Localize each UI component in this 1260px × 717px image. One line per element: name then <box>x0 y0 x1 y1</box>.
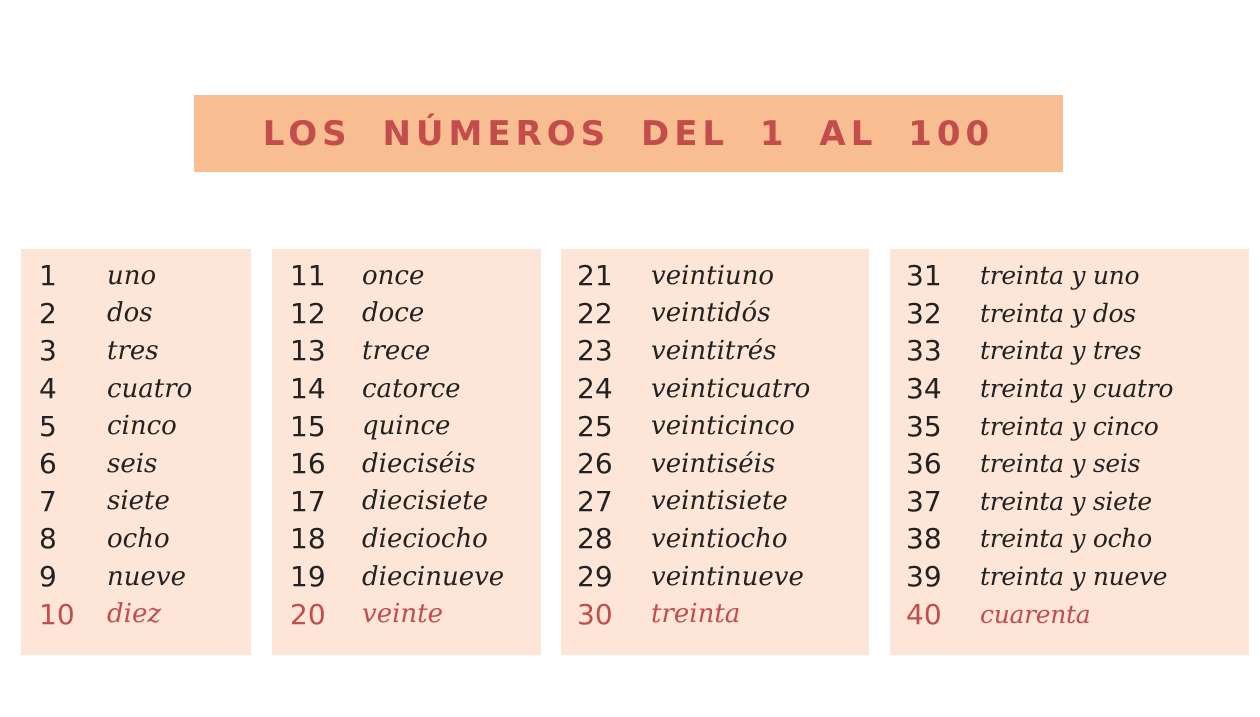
number-digit: 18 <box>290 522 326 556</box>
number-row <box>561 407 869 445</box>
number-word: veinticinco <box>651 411 795 442</box>
number-row-tens <box>561 595 869 633</box>
number-row <box>272 520 541 558</box>
number-word: veinticuatro <box>651 373 811 404</box>
number-digit: 28 <box>577 522 613 556</box>
number-column-1 <box>21 249 251 655</box>
number-row-tens <box>890 595 1249 633</box>
number-row <box>272 295 541 333</box>
number-row <box>21 483 251 521</box>
number-word: cinco <box>107 411 177 442</box>
number-word: treinta <box>651 599 741 630</box>
number-digit: 34 <box>906 372 942 406</box>
number-word: nueve <box>107 561 186 592</box>
number-word: dos <box>107 298 153 329</box>
number-row <box>21 257 251 295</box>
number-column-2 <box>272 249 541 655</box>
number-digit: 17 <box>290 484 326 518</box>
number-digit: 5 <box>39 409 57 443</box>
number-word: veintitrés <box>651 335 777 366</box>
number-digit: 24 <box>577 372 613 406</box>
number-word: veinte <box>362 599 443 630</box>
number-word: treinta y cuatro <box>980 374 1174 404</box>
number-digit: 9 <box>39 560 57 594</box>
number-word: treinta y uno <box>980 261 1140 291</box>
number-digit: 10 <box>39 597 75 631</box>
number-digit: 33 <box>906 334 942 368</box>
number-row <box>272 370 541 408</box>
number-digit: 2 <box>39 296 57 330</box>
number-word: veintidós <box>651 298 771 329</box>
number-word: once <box>362 260 425 291</box>
number-word: dieciséis <box>362 448 476 479</box>
number-row <box>890 445 1249 483</box>
number-word: veintisiete <box>651 486 788 517</box>
number-row <box>21 558 251 596</box>
number-word: cuarenta <box>980 599 1091 629</box>
number-digit: 4 <box>39 372 57 406</box>
number-digit: 12 <box>290 296 326 330</box>
number-word: veintiocho <box>651 523 788 554</box>
number-word: seis <box>107 448 158 479</box>
number-word: diecisiete <box>362 486 489 517</box>
number-row <box>890 520 1249 558</box>
number-row <box>272 257 541 295</box>
number-word: diez <box>107 599 162 630</box>
number-row <box>21 407 251 445</box>
number-digit: 7 <box>39 484 57 518</box>
number-digit: 38 <box>906 522 942 556</box>
number-word: catorce <box>362 373 461 404</box>
number-digit: 14 <box>290 372 326 406</box>
number-column-4 <box>890 249 1249 655</box>
number-digit: 31 <box>906 259 942 293</box>
number-word: uno <box>107 260 157 291</box>
number-word: siete <box>107 486 170 517</box>
number-row <box>561 520 869 558</box>
number-word: treinta y tres <box>980 336 1142 366</box>
number-digit: 29 <box>577 560 613 594</box>
number-row-tens <box>21 595 251 633</box>
number-row <box>272 332 541 370</box>
number-word: treinta y siete <box>980 486 1152 516</box>
number-digit: 32 <box>906 296 942 330</box>
number-digit: 6 <box>39 447 57 481</box>
number-word: tres <box>107 335 159 366</box>
number-row <box>561 370 869 408</box>
number-word: doce <box>362 298 425 329</box>
number-row <box>272 445 541 483</box>
number-word: treinta y seis <box>980 449 1141 479</box>
number-digit: 36 <box>906 447 942 481</box>
number-row <box>890 407 1249 445</box>
number-digit: 21 <box>577 259 613 293</box>
number-digit: 40 <box>906 597 942 631</box>
number-row <box>21 295 251 333</box>
number-row <box>890 257 1249 295</box>
number-word: treinta y ocho <box>980 524 1152 554</box>
number-row <box>561 445 869 483</box>
number-digit: 20 <box>290 597 326 631</box>
number-word: treinta y dos <box>980 298 1136 328</box>
number-row <box>272 407 541 445</box>
number-row <box>890 483 1249 521</box>
number-word: veintinueve <box>651 561 804 592</box>
number-row <box>890 332 1249 370</box>
number-row <box>272 483 541 521</box>
number-word: treinta y cinco <box>980 411 1159 441</box>
number-row <box>890 370 1249 408</box>
number-row <box>561 558 869 596</box>
number-row <box>561 332 869 370</box>
number-row-tens <box>272 595 541 633</box>
number-digit: 25 <box>577 409 613 443</box>
number-column-3 <box>561 249 869 655</box>
number-row <box>21 445 251 483</box>
number-digit: 19 <box>290 560 326 594</box>
number-row <box>561 257 869 295</box>
number-word: quince <box>362 411 451 442</box>
number-digit: 39 <box>906 560 942 594</box>
number-digit: 15 <box>290 409 326 443</box>
number-digit: 8 <box>39 522 57 556</box>
number-digit: 37 <box>906 484 942 518</box>
number-row <box>272 558 541 596</box>
number-digit: 13 <box>290 334 326 368</box>
number-row <box>561 483 869 521</box>
number-digit: 22 <box>577 296 613 330</box>
number-word: veintiséis <box>651 448 776 479</box>
number-digit: 1 <box>39 259 57 293</box>
number-digit: 26 <box>577 447 613 481</box>
number-word: dieciocho <box>362 523 488 554</box>
page-title: LOS NÚMEROS DEL 1 AL 100 <box>262 113 995 154</box>
number-row <box>890 558 1249 596</box>
number-word: diecinueve <box>362 561 505 592</box>
number-digit: 30 <box>577 597 613 631</box>
title-banner <box>194 95 1063 172</box>
number-digit: 23 <box>577 334 613 368</box>
number-word: ocho <box>107 523 170 554</box>
number-digit: 3 <box>39 334 57 368</box>
number-row <box>21 332 251 370</box>
number-word: veintiuno <box>651 260 775 291</box>
number-row <box>21 370 251 408</box>
number-word: treinta y nueve <box>980 562 1168 592</box>
number-row <box>890 295 1249 333</box>
number-digit: 16 <box>290 447 326 481</box>
number-row <box>561 295 869 333</box>
number-word: cuatro <box>107 373 193 404</box>
number-row <box>21 520 251 558</box>
number-digit: 27 <box>577 484 613 518</box>
number-digit: 35 <box>906 409 942 443</box>
number-word: trece <box>362 335 431 366</box>
number-digit: 11 <box>290 259 326 293</box>
